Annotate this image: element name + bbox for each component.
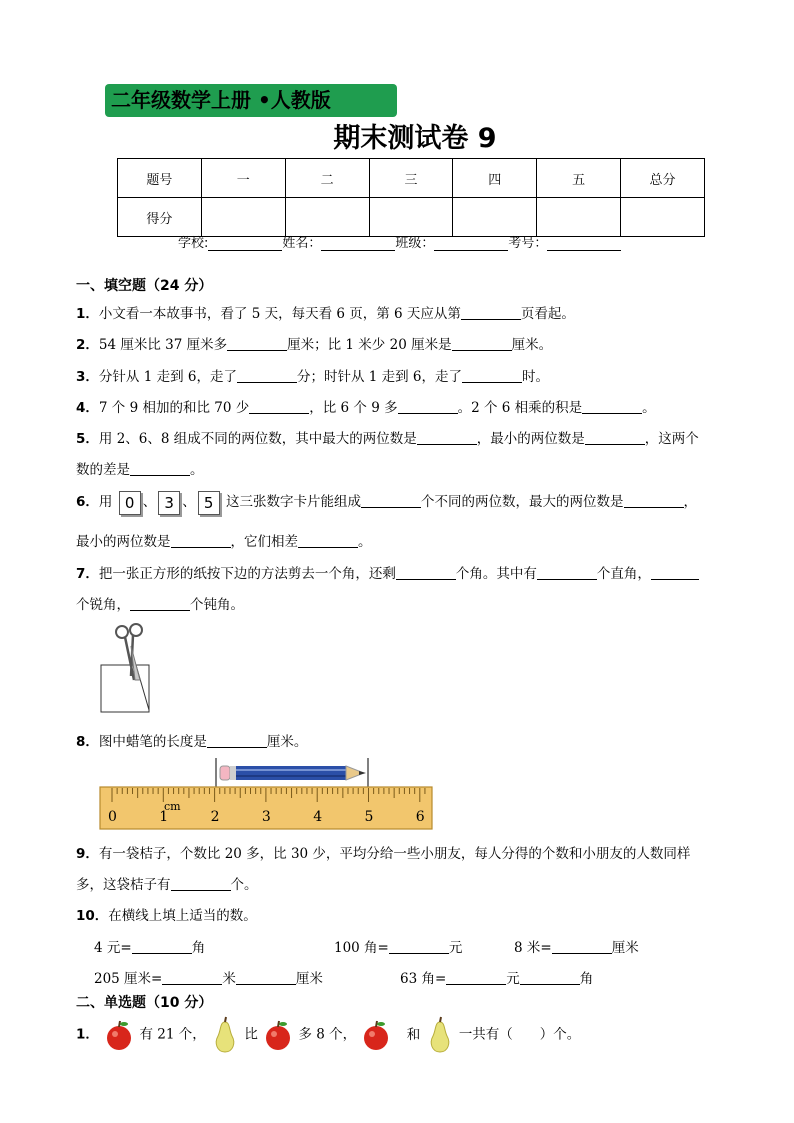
student-info <box>178 232 621 251</box>
apple-icon <box>360 1019 392 1051</box>
q-text: 厘米 <box>295 971 323 987</box>
q-text: 分针从 1 走到 6，走了 <box>98 369 237 385</box>
q-text: 元 <box>448 940 463 956</box>
question-8 <box>76 730 307 750</box>
score-input-cell[interactable] <box>285 198 369 237</box>
score-cell: 二 <box>285 159 369 198</box>
q-text: 厘米 <box>611 940 639 956</box>
separator: 、 <box>182 494 196 510</box>
apple-icon <box>103 1019 135 1051</box>
q-text: 多，这袋桔子有 <box>76 877 171 893</box>
q-text: ，它们相差 <box>230 534 298 550</box>
question-1 <box>76 302 575 322</box>
question-9 <box>76 842 690 862</box>
q-text: 。 <box>190 462 204 478</box>
exam-no-label: 考号： <box>508 236 548 251</box>
answer-blank[interactable] <box>236 970 296 985</box>
digit-card: 3 <box>158 491 180 515</box>
answer-blank[interactable] <box>249 399 309 414</box>
digit-card: 5 <box>198 491 220 515</box>
q-text: 54 厘米比 37 厘米多 <box>98 337 228 353</box>
q-text: ，比 6 个 9 多 <box>309 400 398 416</box>
q-text: 在横线上填上适当的数。 <box>108 908 257 924</box>
scissors-icon <box>116 624 142 680</box>
q-text: 小文看一本故事书，看了 5 天，每天看 6 页，第 6 天应从第 <box>98 306 461 322</box>
answer-blank[interactable] <box>207 733 267 748</box>
score-input-cell[interactable] <box>621 198 705 237</box>
q-num: 9． <box>76 846 99 862</box>
q-text: 米 <box>222 971 236 987</box>
page-title: 期末测试卷 9 <box>333 123 497 154</box>
q-text: 4 元= <box>94 940 132 956</box>
class-field[interactable] <box>434 250 508 251</box>
q-text: 和 <box>406 1026 421 1043</box>
q-text: ， <box>683 494 697 510</box>
score-cell: 得分 <box>118 198 202 237</box>
q-num: 7． <box>76 566 99 582</box>
name-field[interactable] <box>321 250 395 251</box>
q-text: 用 <box>98 494 113 510</box>
answer-blank[interactable] <box>398 399 458 414</box>
answer-blank[interactable] <box>396 565 456 580</box>
q-num: 3． <box>76 369 99 385</box>
q-num: 2． <box>76 337 99 353</box>
scissors-figure <box>98 620 158 715</box>
score-cell: 五 <box>537 159 621 198</box>
q-text: 205 厘米= <box>94 971 163 987</box>
score-cell: 一 <box>201 159 285 198</box>
score-input-cell[interactable] <box>453 198 537 237</box>
section-2-title: 二、单选题（10 分） <box>76 995 213 1011</box>
q-text: ，最小的两位数是 <box>476 431 585 447</box>
pencil-icon <box>220 766 366 780</box>
q-text: 比 <box>244 1026 258 1043</box>
q-text: 个锐角， <box>76 597 130 613</box>
q-num: 1． <box>76 306 99 322</box>
answer-blank[interactable] <box>520 970 580 985</box>
answer-blank[interactable] <box>582 399 642 414</box>
score-cell: 题号 <box>118 159 202 198</box>
q-text: 分；时针从 1 走到 6，走了 <box>296 369 463 385</box>
answer-blank[interactable] <box>227 336 287 351</box>
digit-card: 0 <box>119 491 141 515</box>
name-label: 姓名： <box>282 236 322 251</box>
q-text: 个直角， <box>596 566 651 582</box>
paper-square <box>101 665 149 712</box>
answer-blank[interactable] <box>452 336 512 351</box>
q-text: 。 <box>358 534 372 550</box>
q-text: 。2 个 6 相乘的积是 <box>457 400 583 416</box>
q-num: 4． <box>76 400 99 416</box>
grade-badge: 二年级数学上册 •人教版 <box>105 84 397 117</box>
ruler-figure <box>98 758 434 832</box>
question-5 <box>76 427 699 447</box>
q-text: 个不同的两位数，最大的两位数是 <box>421 494 624 510</box>
question-10-row-1c <box>514 936 639 956</box>
q-text: 元 <box>506 971 520 987</box>
separator: 、 <box>142 494 157 510</box>
q-text: 有一袋桔子，个数比 20 多，比 30 少，平均分给一些小朋友，每人分得的个数和小朋友的人数同样 <box>98 846 691 862</box>
question-2 <box>76 333 552 353</box>
q-text: ，这两个 <box>644 431 699 447</box>
answer-blank[interactable] <box>171 533 231 548</box>
score-cell: 总分 <box>621 159 705 198</box>
q-text: 时。 <box>522 369 550 385</box>
question-9-cont <box>76 873 258 893</box>
ruler-label: 1 <box>159 809 169 825</box>
q-text: 图中蜡笔的长度是 <box>98 734 207 750</box>
answer-blank[interactable] <box>298 533 358 548</box>
q-text: 页看起。 <box>520 306 575 322</box>
q-text: 数的差是 <box>76 462 130 478</box>
q-text: 角 <box>579 971 594 987</box>
ruler-label: 2 <box>210 809 220 825</box>
answer-blank[interactable] <box>417 430 477 445</box>
score-cell: 四 <box>453 159 537 198</box>
answer-blank[interactable] <box>132 939 192 954</box>
score-input-cell[interactable] <box>201 198 285 237</box>
answer-blank[interactable] <box>462 368 522 383</box>
q-text: 个角。其中有 <box>455 566 537 582</box>
question-4 <box>76 396 656 416</box>
answer-blank[interactable] <box>361 493 421 508</box>
ruler-label: 4 <box>313 809 323 825</box>
section-2-question-1 <box>76 1016 580 1054</box>
q-num: 8． <box>76 734 99 750</box>
q-text: 厘米；比 1 米少 20 厘米是 <box>287 337 452 353</box>
answer-blank[interactable] <box>552 939 612 954</box>
question-5-cont <box>76 458 204 478</box>
q-num: 10． <box>76 908 109 924</box>
answer-blank[interactable] <box>461 305 521 320</box>
question-10-row-1 <box>94 936 205 956</box>
question-3 <box>76 365 549 385</box>
question-10-row-1b <box>334 936 462 956</box>
score-input-cell[interactable] <box>369 198 453 237</box>
question-10-row-2 <box>94 967 323 987</box>
q-text: 这三张数字卡片能组成 <box>226 494 361 510</box>
q-text: 8 米= <box>514 940 552 956</box>
answer-blank[interactable] <box>651 565 699 580</box>
q-text: 个钝角。 <box>190 597 244 613</box>
q-text: 最小的两位数是 <box>76 534 171 550</box>
answer-blank[interactable] <box>389 939 449 954</box>
school-label: 学校: <box>178 236 209 251</box>
ruler-unit: cm <box>164 800 181 813</box>
question-10 <box>76 904 257 924</box>
answer-blank[interactable] <box>130 596 190 611</box>
answer-blank[interactable] <box>537 565 597 580</box>
school-field[interactable] <box>208 250 282 251</box>
answer-blank[interactable] <box>446 970 506 985</box>
pear-icon <box>425 1016 455 1054</box>
q-num: 5． <box>76 431 99 447</box>
answer-blank[interactable] <box>624 493 684 508</box>
section-1-title: 一、填空题（24 分） <box>76 278 213 294</box>
question-7-cont <box>76 593 244 613</box>
q-text: 有 21 个， <box>139 1026 206 1043</box>
q-text: 角 <box>191 940 206 956</box>
q-num: 1． <box>76 1026 99 1043</box>
q-text: 63 角= <box>400 971 447 987</box>
answer-blank[interactable] <box>162 970 222 985</box>
ruler-label: 6 <box>415 809 425 825</box>
q-text: 7 个 9 相加的和比 70 少 <box>98 400 250 416</box>
pear-icon <box>210 1016 240 1054</box>
ruler-label: 5 <box>364 809 374 825</box>
question-7 <box>76 562 699 582</box>
apple-icon <box>262 1019 294 1051</box>
score-cell: 三 <box>369 159 453 198</box>
answer-blank[interactable] <box>585 430 645 445</box>
question-10-row-2b <box>400 967 593 987</box>
exam-no-field[interactable] <box>547 250 621 251</box>
answer-blank[interactable] <box>130 461 190 476</box>
q-text: 100 角= <box>334 940 389 956</box>
ruler-label: 0 <box>108 809 117 825</box>
class-label: 班级： <box>395 236 435 251</box>
score-table <box>117 158 705 237</box>
q-text: 用 2、6、8 组成不同的两位数，其中最大的两位数是 <box>98 431 417 447</box>
q-text: 一共有（ ）个。 <box>458 1026 581 1043</box>
q-text: 个。 <box>230 877 258 893</box>
question-6-cont <box>76 530 372 550</box>
q-text: 多 8 个， <box>298 1026 357 1043</box>
q-num: 6． <box>76 494 99 510</box>
question-6 <box>76 490 697 515</box>
q-text: 厘米。 <box>511 337 553 353</box>
ruler-label: 3 <box>261 809 271 825</box>
score-input-cell[interactable] <box>537 198 621 237</box>
answer-blank[interactable] <box>237 368 297 383</box>
q-text: 。 <box>642 400 656 416</box>
answer-blank[interactable] <box>171 876 231 891</box>
q-text: 厘米。 <box>266 734 308 750</box>
q-text: 把一张正方形的纸按下边的方法剪去一个角，还剩 <box>98 566 396 582</box>
